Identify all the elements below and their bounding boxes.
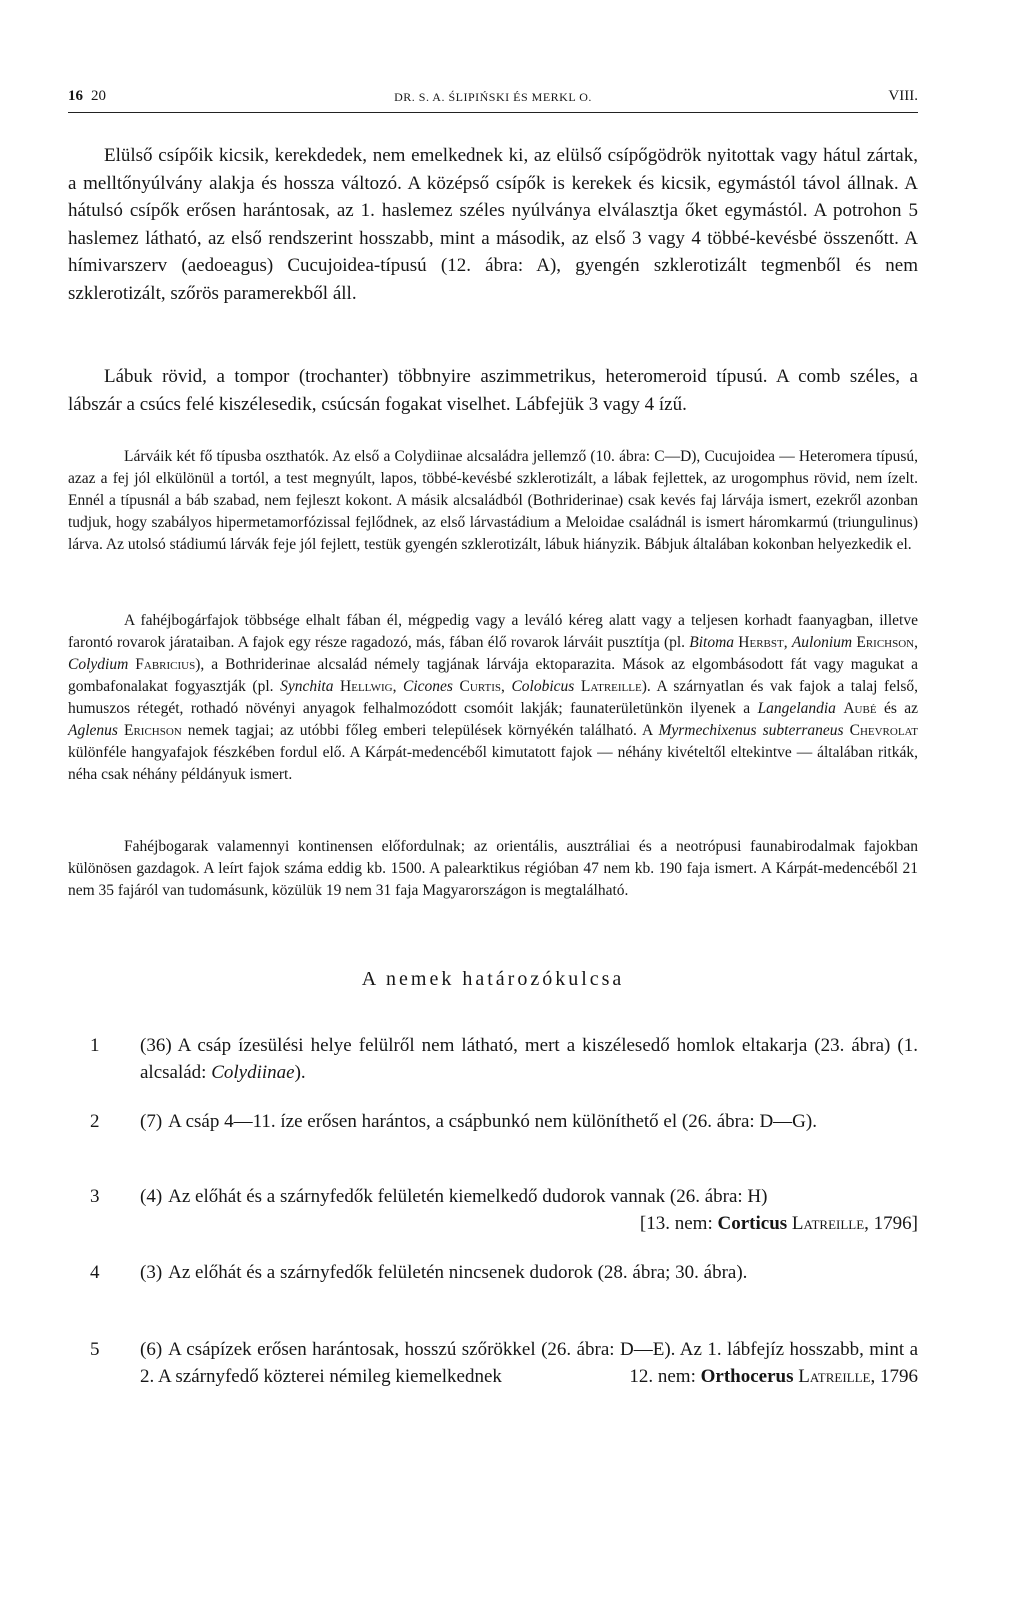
key-ref: (36) (140, 1035, 172, 1056)
author-name: Latreille (580, 678, 642, 695)
author-name: Erichson (123, 722, 182, 739)
section-title: A nemek határozókulcsa (361, 968, 625, 990)
body-paragraph-4-small: A fahéjbogárfajok többsége elhalt fában él, mégpedig vagy a leváló kéreg alatt vagy a teljesen korhadt faanyagban, illetve farontó rovarok járataiban. A fajok egy része ragadozó, más, fában élő rovarok lárváit pusztítja (pl. Bitoma Herbst, Aulonium Erichson, Colydium Fabricius), a Bothriderinae alcsalád némely tagjának lárvája ektoparazita. Mások az elgombásodott fát vagy magukat a gombafonalakat fogyasztják (pl. Synchita Hellwig, Cicones Curtis, Colobicus Latreille). A szárnyatlan és vak fajok a talaj felső, humuszos rétegét, rothadó növényi anyagok felhalmozódott csomóit lakják; faunaterületünkön ilyenek a Langelandia Aubé és az Aglenus Erichson nemek tagjai; az utóbbi főleg emberi települések környékén található. A Myrmechixenus subterraneus Chevrolat különféle hangyafajok fészkében fordul elő. A Kárpát-medencéből kimutatott fajok — néhány kivételtől eltekintve — általában ritkák, néha csak néhány példányuk ismert. (68, 612, 919, 783)
key-number: 3 (90, 1186, 100, 1207)
author-name: Hellwig (340, 678, 393, 695)
genus-name: Synchita (280, 678, 334, 695)
genus-name: Bitoma (689, 634, 735, 651)
key-number: 5 (90, 1339, 100, 1360)
running-header (68, 88, 918, 113)
page-number-left: 16 20 (68, 88, 106, 104)
genus-name: Cicones (403, 678, 453, 695)
genus-name: Colydium (68, 656, 129, 673)
key-number: 1 (90, 1035, 100, 1056)
author-name: Curtis (459, 678, 502, 695)
header-chapter: VIII. (888, 88, 918, 104)
page-number: 20 (91, 88, 106, 104)
body-paragraph-2: Lábuk rövid, a tompor (trochanter) többnyire aszimmetrikus, heteromeroid típusú. A comb széles, a lábszár a csúcs felé kiszélesedik, csúcsán fogakat viselhet. Lábfejük 3 vagy 4 ízű. (68, 366, 918, 415)
key-ref: (7) (140, 1111, 163, 1132)
key-ref: (6) (140, 1339, 163, 1360)
genus-name: Aglenus (68, 722, 118, 739)
key-number: 2 (90, 1111, 100, 1132)
genus-result: [13. nem: Corticus Latreille, 1796] (639, 1213, 918, 1234)
author-name: Chevrolat (849, 722, 918, 739)
author-name: Erichson (856, 634, 915, 651)
author-name: Fabricius (135, 656, 196, 673)
species-name: Myrmechixenus subterraneus (658, 722, 844, 739)
key-ref: (4) (140, 1186, 163, 1207)
genus-name: Langelandia (757, 700, 836, 717)
genus-name: Aulonium (791, 634, 853, 651)
key-ref: (3) (140, 1262, 163, 1283)
key-number: 4 (90, 1262, 100, 1283)
author-name: Herbst (738, 634, 784, 651)
genus-name: Colobicus (511, 678, 575, 695)
body-paragraph-5-small: Fahéjbogarak valamennyi kontinensen előfordulnak; az orientális, ausztráliai és a neotrópusi faunabirodalmak fajokban különösen gazdagok. A leírt fajok száma eddig kb. 1500. A palearktikus régióban 47 nem kb. 190 faja ismert. A Kárpát-medencéből 21 nem 35 fajáról van tudomásunk, közülük 19 nem 31 faja Magyarországon is megtalálható. (68, 838, 918, 899)
genus-result: 12. nem: Orthocerus Latreille, 1796 (629, 1366, 918, 1387)
author-name: Aubé (843, 700, 877, 717)
body-paragraph-1: Elülső csípőik kicsik, kerekdedek, nem emelkednek ki, az elülső csípőgödrök nyitottak vagy hátul zártak, a melltőnyúlvány alakja és hossza változó. A középső csípők is kerekek és kicsik, egymástól távol állnak. A hátulsó csípők erősen harántosak, az 1. haslemez széles nyúlványa elválasztja őket egymástól. A potrohon 5 haslemez látható, az első rendszerint hosszabb, mint a második, az első 3 vagy 4 többé-kevésbé összenőtt. A hímivarszerv (aedoeagus) Cucujoidea-típusú (12. ábra: A), gyengén szklerotizált tegmenből és nem szklerotizált, szőrös paramerekből áll. (68, 145, 918, 304)
header-authors: DR. S. A. ŚLIPIŃSKI ÉS MERKL O. (394, 90, 592, 104)
body-paragraph-3-small: Lárváik két fő típusba oszthatók. Az első a Colydiinae alcsaládra jellemző (10. ábra: C—D), Cucujoidea — Heteromera típusú, azaz a fej jól elkülönül a tortól, a test megnyúlt, lapos, többé-kevésbé szklerotizált, a lábak fejlettek, az urogomphus rövid, nem ízelt. Ennél a típusnál a báb szabad, nem fejleszt kokont. A másik alcsaládból (Bothriderinae) csak kevés faj lárvája ismert, ezekről azonban tudjuk, hogy szabályos hipermetamorfózissal fejlődnek, az első lárvastádium a Meloidae családnál is ismert háromkarmú (triungulinus) lárva. Az utolsó stádiumú lárvák feje jól fejlett, testük gyengén szklerotizált, lábuk hiányzik. Bábjuk általában kokonban helyezkedik el. (68, 448, 918, 553)
